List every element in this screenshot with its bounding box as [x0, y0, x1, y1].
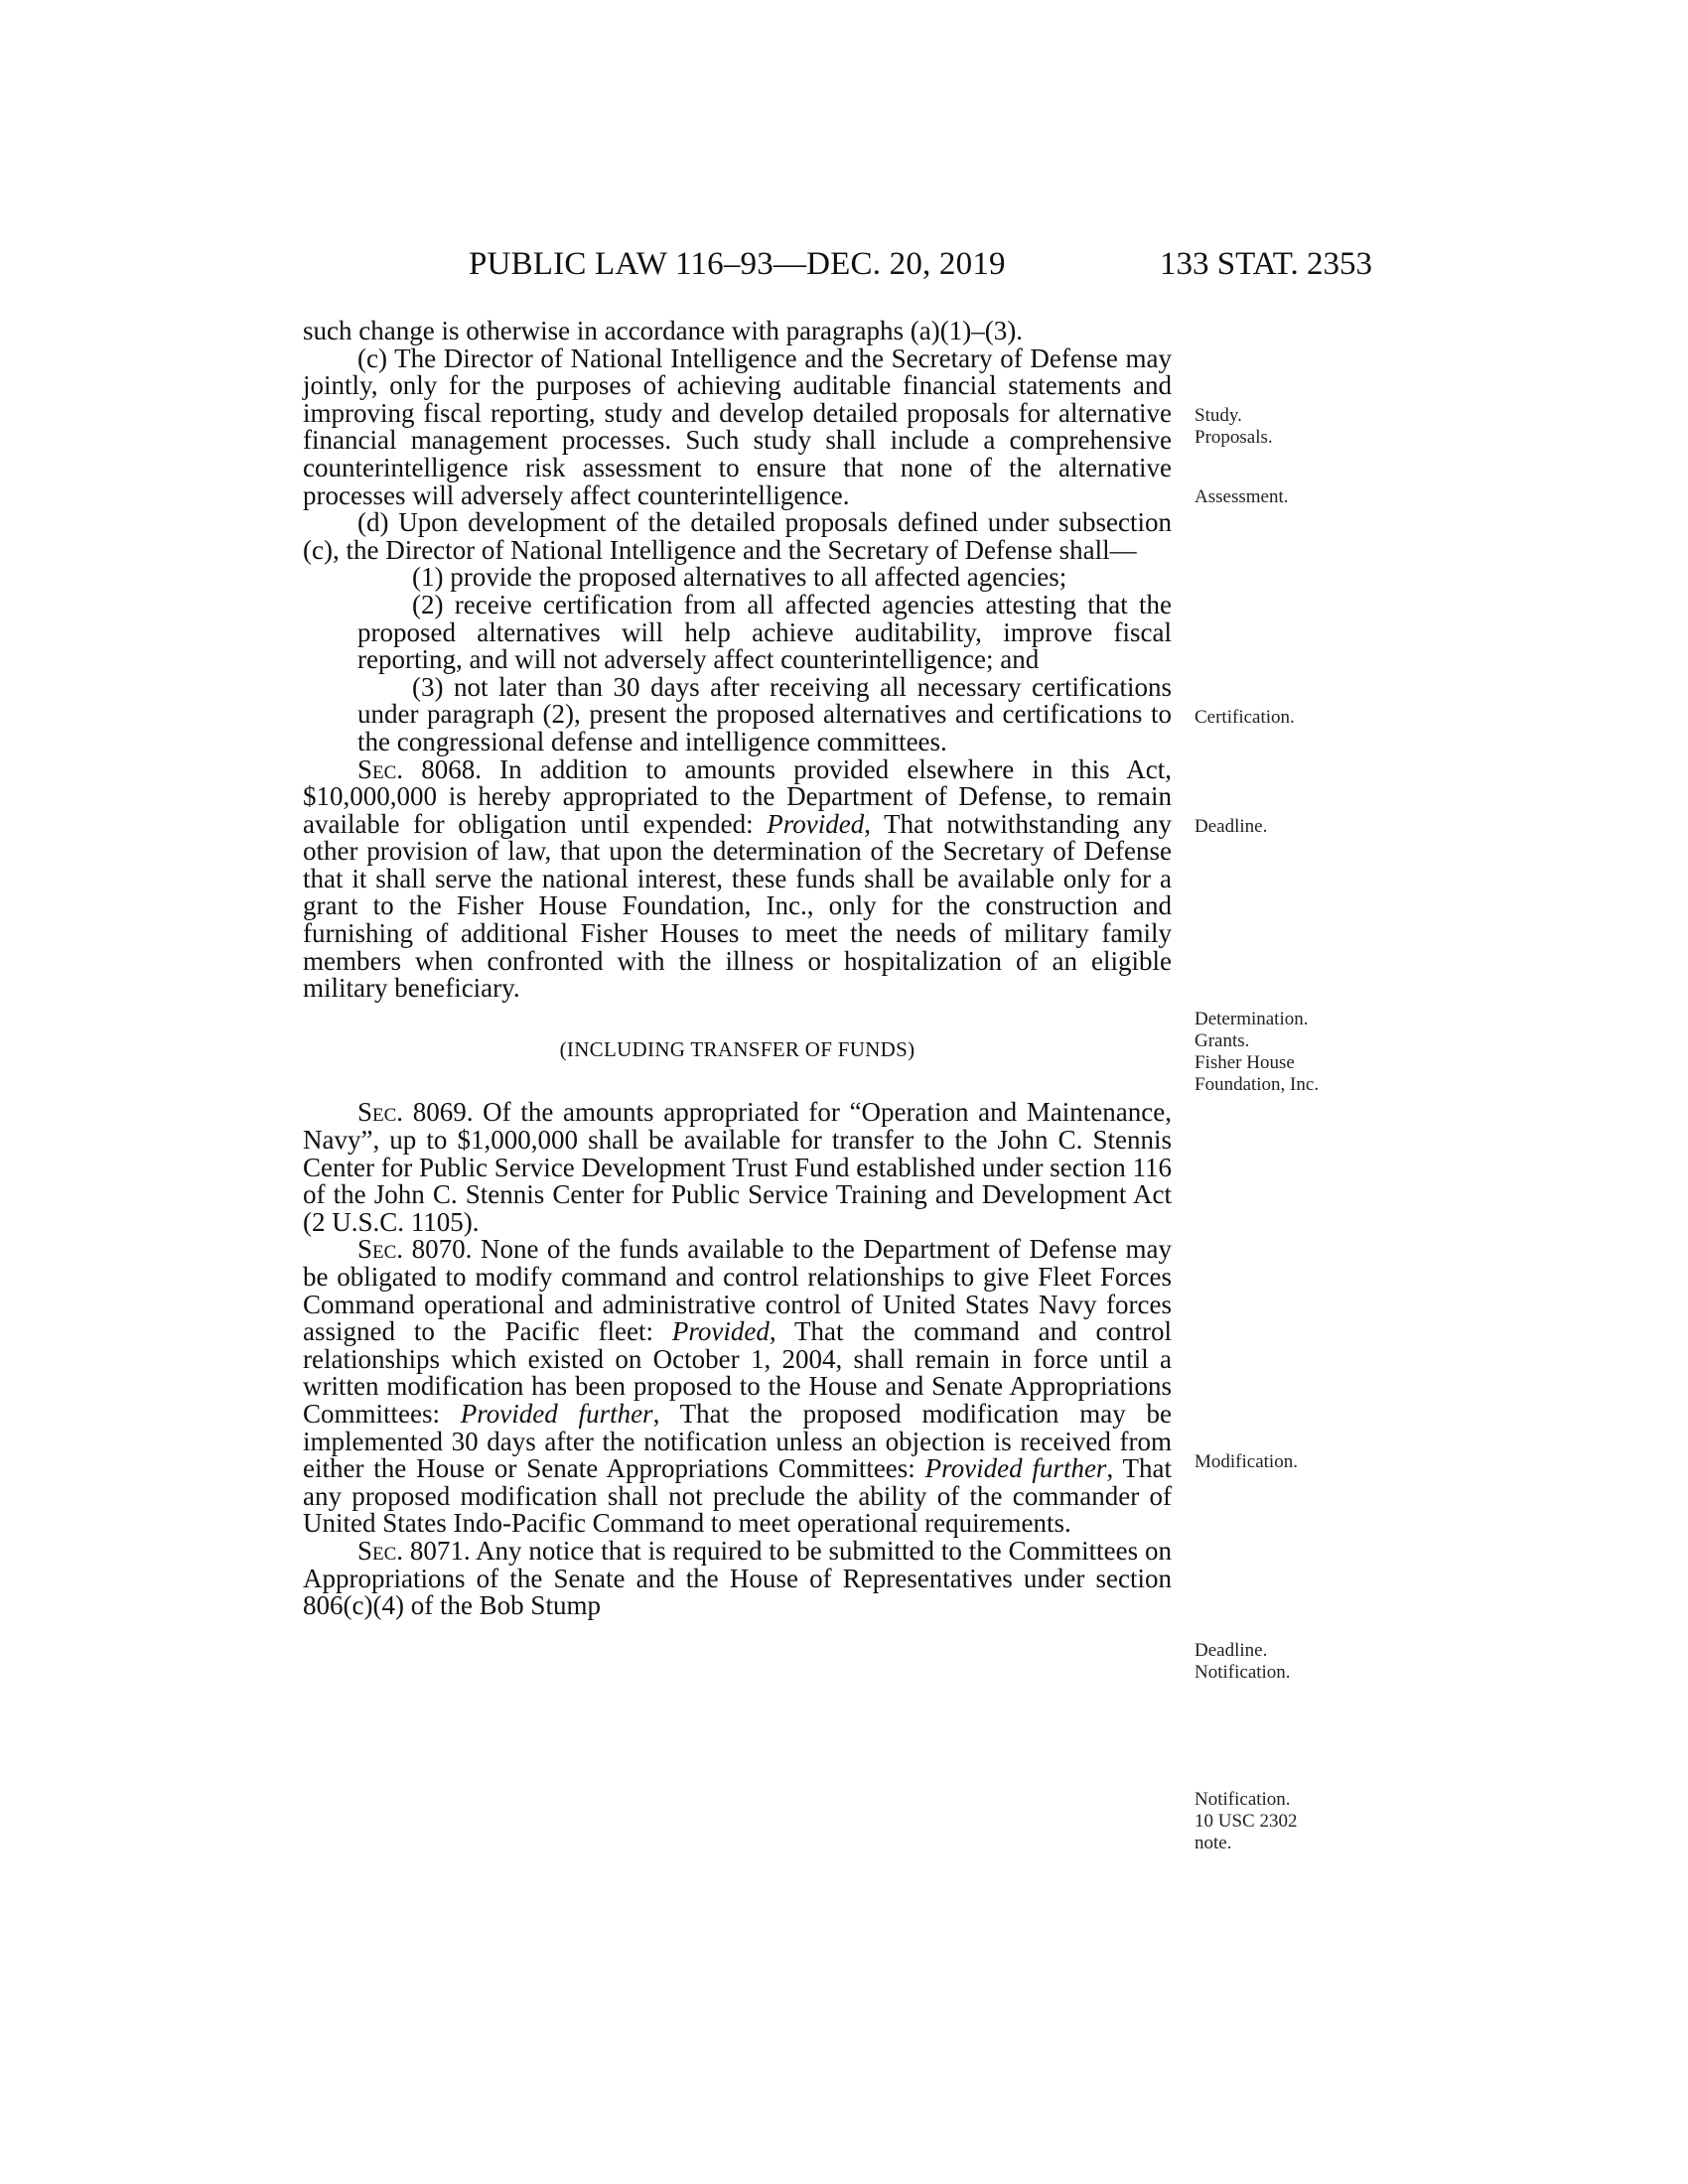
list-item-2: (2) receive certification from all affected agencies attesting that the proposed alternatives will help achieve auditability, improve fiscal reporting, and will not adversely affect counterintelligence; and	[357, 589, 1172, 675]
margin-note-deadline-2: Deadline.	[1195, 1640, 1268, 1661]
section-8070-provided: Provided	[671, 1316, 770, 1347]
margin-note-proposals: Proposals.	[1195, 427, 1273, 448]
margin-note-grants: Grants.	[1195, 1030, 1250, 1051]
paragraph-continuation: such change is otherwise in accordance with paragraphs (a)(1)–(3).	[303, 316, 1023, 345]
paragraph-c: (c) The Director of National Intelligence and the Secretary of Defense may jointly, only for the purposes of achieving auditable financial statements and improving fiscal reporting, study and develop detailed proposals for alternative financial management processes. Such study shall include a comprehensive counterintelligence risk assessment to ensure that none of the alternative processes will adversely affect counterintelligence.	[303, 342, 1172, 510]
section-8068	[303, 753, 1172, 1004]
margin-note-deadline-notification-block	[1195, 1640, 1291, 1684]
section-8070-label: Sec. 8070.	[357, 1234, 473, 1265]
paragraph-d: (d) Upon development of the detailed proposals defined under subsection (c), the Director of National Intelligence and the Secretary of Defense shall—	[303, 507, 1172, 565]
section-8070-text-c: , That the proposed modification may be implemented 30 days after the notification unless an objection is received from either the House or Senate Appropriations Committees:	[303, 1398, 1172, 1484]
section-8069-text: Of the amounts appropriated for “Operation and Maintenance, Navy”, up to $1,000,000 shall be available for transfer to the John C. Stennis Center for Public Service Development Trust Fund established under section 116 of the John C. Stennis Center for Public Service Training and Development Act (2 U.S.C. 1105).	[303, 1097, 1172, 1237]
section-8068-label: Sec. 8068.	[357, 753, 482, 784]
section-8069-label: Sec. 8069.	[357, 1097, 474, 1128]
margin-note-usc-block	[1195, 1789, 1297, 1854]
margin-note-assessment-block	[1195, 486, 1288, 508]
list-item-1: (1) provide the proposed alternatives to all affected agencies;	[412, 562, 1067, 593]
margin-note-usc-note: note.	[1195, 1833, 1232, 1853]
page-header	[298, 246, 1372, 290]
margin-note-study: Study.	[1195, 405, 1242, 426]
margin-note-notification-2: Notification.	[1195, 1789, 1291, 1810]
section-8070-text-a: None of the funds available to the Department of Defense may be obligated to modify command and control relationships to give Fleet Forces Command operational and administrative control of United States Navy forces assigned to the Pacific fleet:	[303, 1234, 1172, 1347]
section-8070-text-b: , That the command and control relationships which existed on October 1, 2004, shall remain in force until a written modification has been proposed to the House and Senate Appropriations Committees:	[303, 1316, 1172, 1429]
body-text	[303, 318, 1172, 1620]
margin-note-modification-block	[1195, 1451, 1298, 1473]
section-8070-provided-further-1: Provided further	[460, 1398, 653, 1429]
statute-page-number: 133 STAT. 2353	[1159, 246, 1372, 282]
margin-note-certification-block	[1195, 707, 1295, 729]
section-8070	[303, 1236, 1172, 1538]
margin-note-notification-1: Notification.	[1195, 1662, 1291, 1683]
list-item-3: (3) not later than 30 days after receiving all necessary certifications under paragraph (2), present the proposed alternatives and certifications to the congressional defense and intelligence committees.	[357, 671, 1172, 756]
section-8071-text: Any notice that is required to be submitted to the Committees on Appropriations of the Senate and the House of Representatives under section 806(c)(4) of the Bob Stump	[303, 1535, 1173, 1621]
section-8070-text-d: , That any proposed modification shall not preclude the ability of the commander of United States Indo-Pacific Command to meet operational requirements.	[303, 1453, 1172, 1539]
section-8068-text-a: In addition to amounts provided elsewhere in this Act, $10,000,000 is hereby appropriated to the Department of Defense, to remain available for obligation until expended:	[303, 753, 1172, 839]
margin-note-usc-citation: 10 USC 2302	[1195, 1811, 1298, 1832]
margin-note-assessment: Assessment.	[1195, 486, 1289, 507]
margin-note-deadline-block-1	[1195, 816, 1267, 838]
margin-note-deadline-1: Deadline.	[1195, 816, 1268, 837]
margin-note-fisher-house-foundation: Foundation, Inc.	[1195, 1074, 1320, 1095]
margin-note-determination: Determination.	[1195, 1009, 1309, 1029]
section-8069	[303, 1099, 1172, 1236]
section-8070-provided-further-2: Provided further	[924, 1453, 1107, 1484]
section-8068-text-b: , That notwithstanding any other provision of law, that upon the determination of the Secretary of Defense that it shall serve the national interest, these funds shall be available only for a grant to the Fisher House Foundation, Inc., only for the construction and furnishing of additional Fisher Houses to meet the needs of military family members when confronted with the illness or hospitalization of an eligible military beneficiary.	[303, 808, 1172, 1004]
margin-note-determination-block	[1195, 1009, 1319, 1096]
margin-note-study-proposals	[1195, 405, 1273, 449]
margin-note-fisher-house: Fisher House	[1195, 1052, 1295, 1073]
running-head-title: PUBLIC LAW 116–93—DEC. 20, 2019	[469, 246, 1006, 282]
section-8071-label: Sec. 8071.	[357, 1535, 471, 1566]
section-8068-provided: Provided	[767, 808, 865, 839]
margin-note-modification: Modification.	[1195, 1451, 1298, 1472]
section-8071	[303, 1535, 1173, 1621]
margin-note-certification: Certification.	[1195, 707, 1295, 728]
transfer-of-funds-heading: (INCLUDING TRANSFER OF FUNDS)	[559, 1036, 915, 1061]
